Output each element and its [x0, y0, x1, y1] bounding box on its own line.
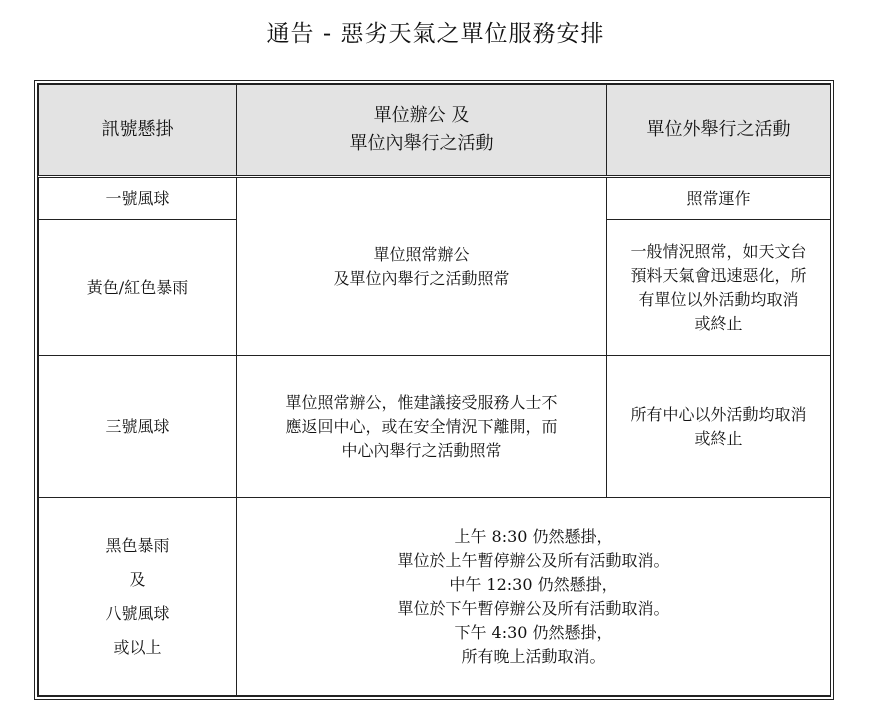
table-row	[39, 177, 831, 220]
signal-black-line-3: 八號風球	[105, 603, 170, 623]
outside-rain-line-3: 有單位以外活動均取消	[638, 289, 799, 309]
office-normal-cell	[237, 177, 607, 356]
black-arrangement-line-4: 單位於下午暫停辦公及所有活動取消。	[397, 598, 670, 618]
notice-title: 通告 - 惡劣天氣之單位服務安排	[266, 21, 605, 47]
outside-t3-line-2: 或終止	[694, 428, 743, 448]
black-arrangement-line-2: 單位於上午暫停辦公及所有活動取消。	[397, 550, 670, 570]
black-arrangement-line-5: 下午 4:30 仍然懸掛，	[454, 622, 613, 642]
outside-rain-line-1: 一般情況照常，如天文台	[630, 241, 807, 261]
signal-t1-cell: 一號風球	[39, 177, 237, 220]
office-normal-line-1: 單位照常辦公	[373, 244, 470, 264]
outside-t3-cell	[607, 356, 831, 498]
header-outside: 單位外舉行之活動	[607, 85, 831, 177]
table-row	[39, 356, 831, 498]
arrangement-table-frame	[34, 80, 834, 700]
table-row	[39, 498, 831, 696]
header-office-line-1: 單位辦公 及	[373, 105, 470, 126]
header-signal: 訊號懸掛	[39, 85, 237, 177]
outside-rain-cell	[607, 220, 831, 356]
signal-black-line-4: 或以上	[113, 637, 162, 657]
office-t3-cell	[237, 356, 607, 498]
header-office-line-2: 單位內舉行之活動	[349, 133, 494, 154]
office-t3-line-2: 應返回中心，或在安全情況下離開，而	[285, 416, 558, 436]
outside-rain-line-2: 預料天氣會迅速惡化，所	[630, 265, 807, 285]
office-normal-line-2: 及單位內舉行之活動照常	[333, 268, 510, 288]
signal-t3-cell: 三號風球	[39, 356, 237, 498]
black-arrangement-line-6: 所有晚上活動取消。	[461, 646, 606, 666]
signal-black-cell	[39, 498, 237, 696]
header-office	[237, 85, 607, 177]
outside-t1-cell: 照常運作	[607, 177, 831, 220]
black-arrangement-line-1: 上午 8:30 仍然懸掛，	[454, 526, 613, 546]
arrangement-table	[38, 84, 831, 696]
office-t3-line-3: 中心內舉行之活動照常	[341, 440, 502, 460]
office-t3-line-1: 單位照常辦公，惟建議接受服務人士不	[285, 392, 558, 412]
signal-black-line-1: 黑色暴雨	[105, 535, 170, 555]
signal-rain-cell: 黃色/紅色暴雨	[39, 220, 237, 356]
outside-rain-line-4: 或終止	[694, 313, 743, 333]
table-header-row	[39, 85, 831, 177]
signal-black-line-2: 及	[129, 569, 146, 589]
black-arrangement-line-3: 中午 12:30 仍然懸掛，	[449, 574, 618, 594]
black-arrangement-cell	[237, 498, 831, 696]
outside-t3-line-1: 所有中心以外活動均取消	[630, 404, 807, 424]
